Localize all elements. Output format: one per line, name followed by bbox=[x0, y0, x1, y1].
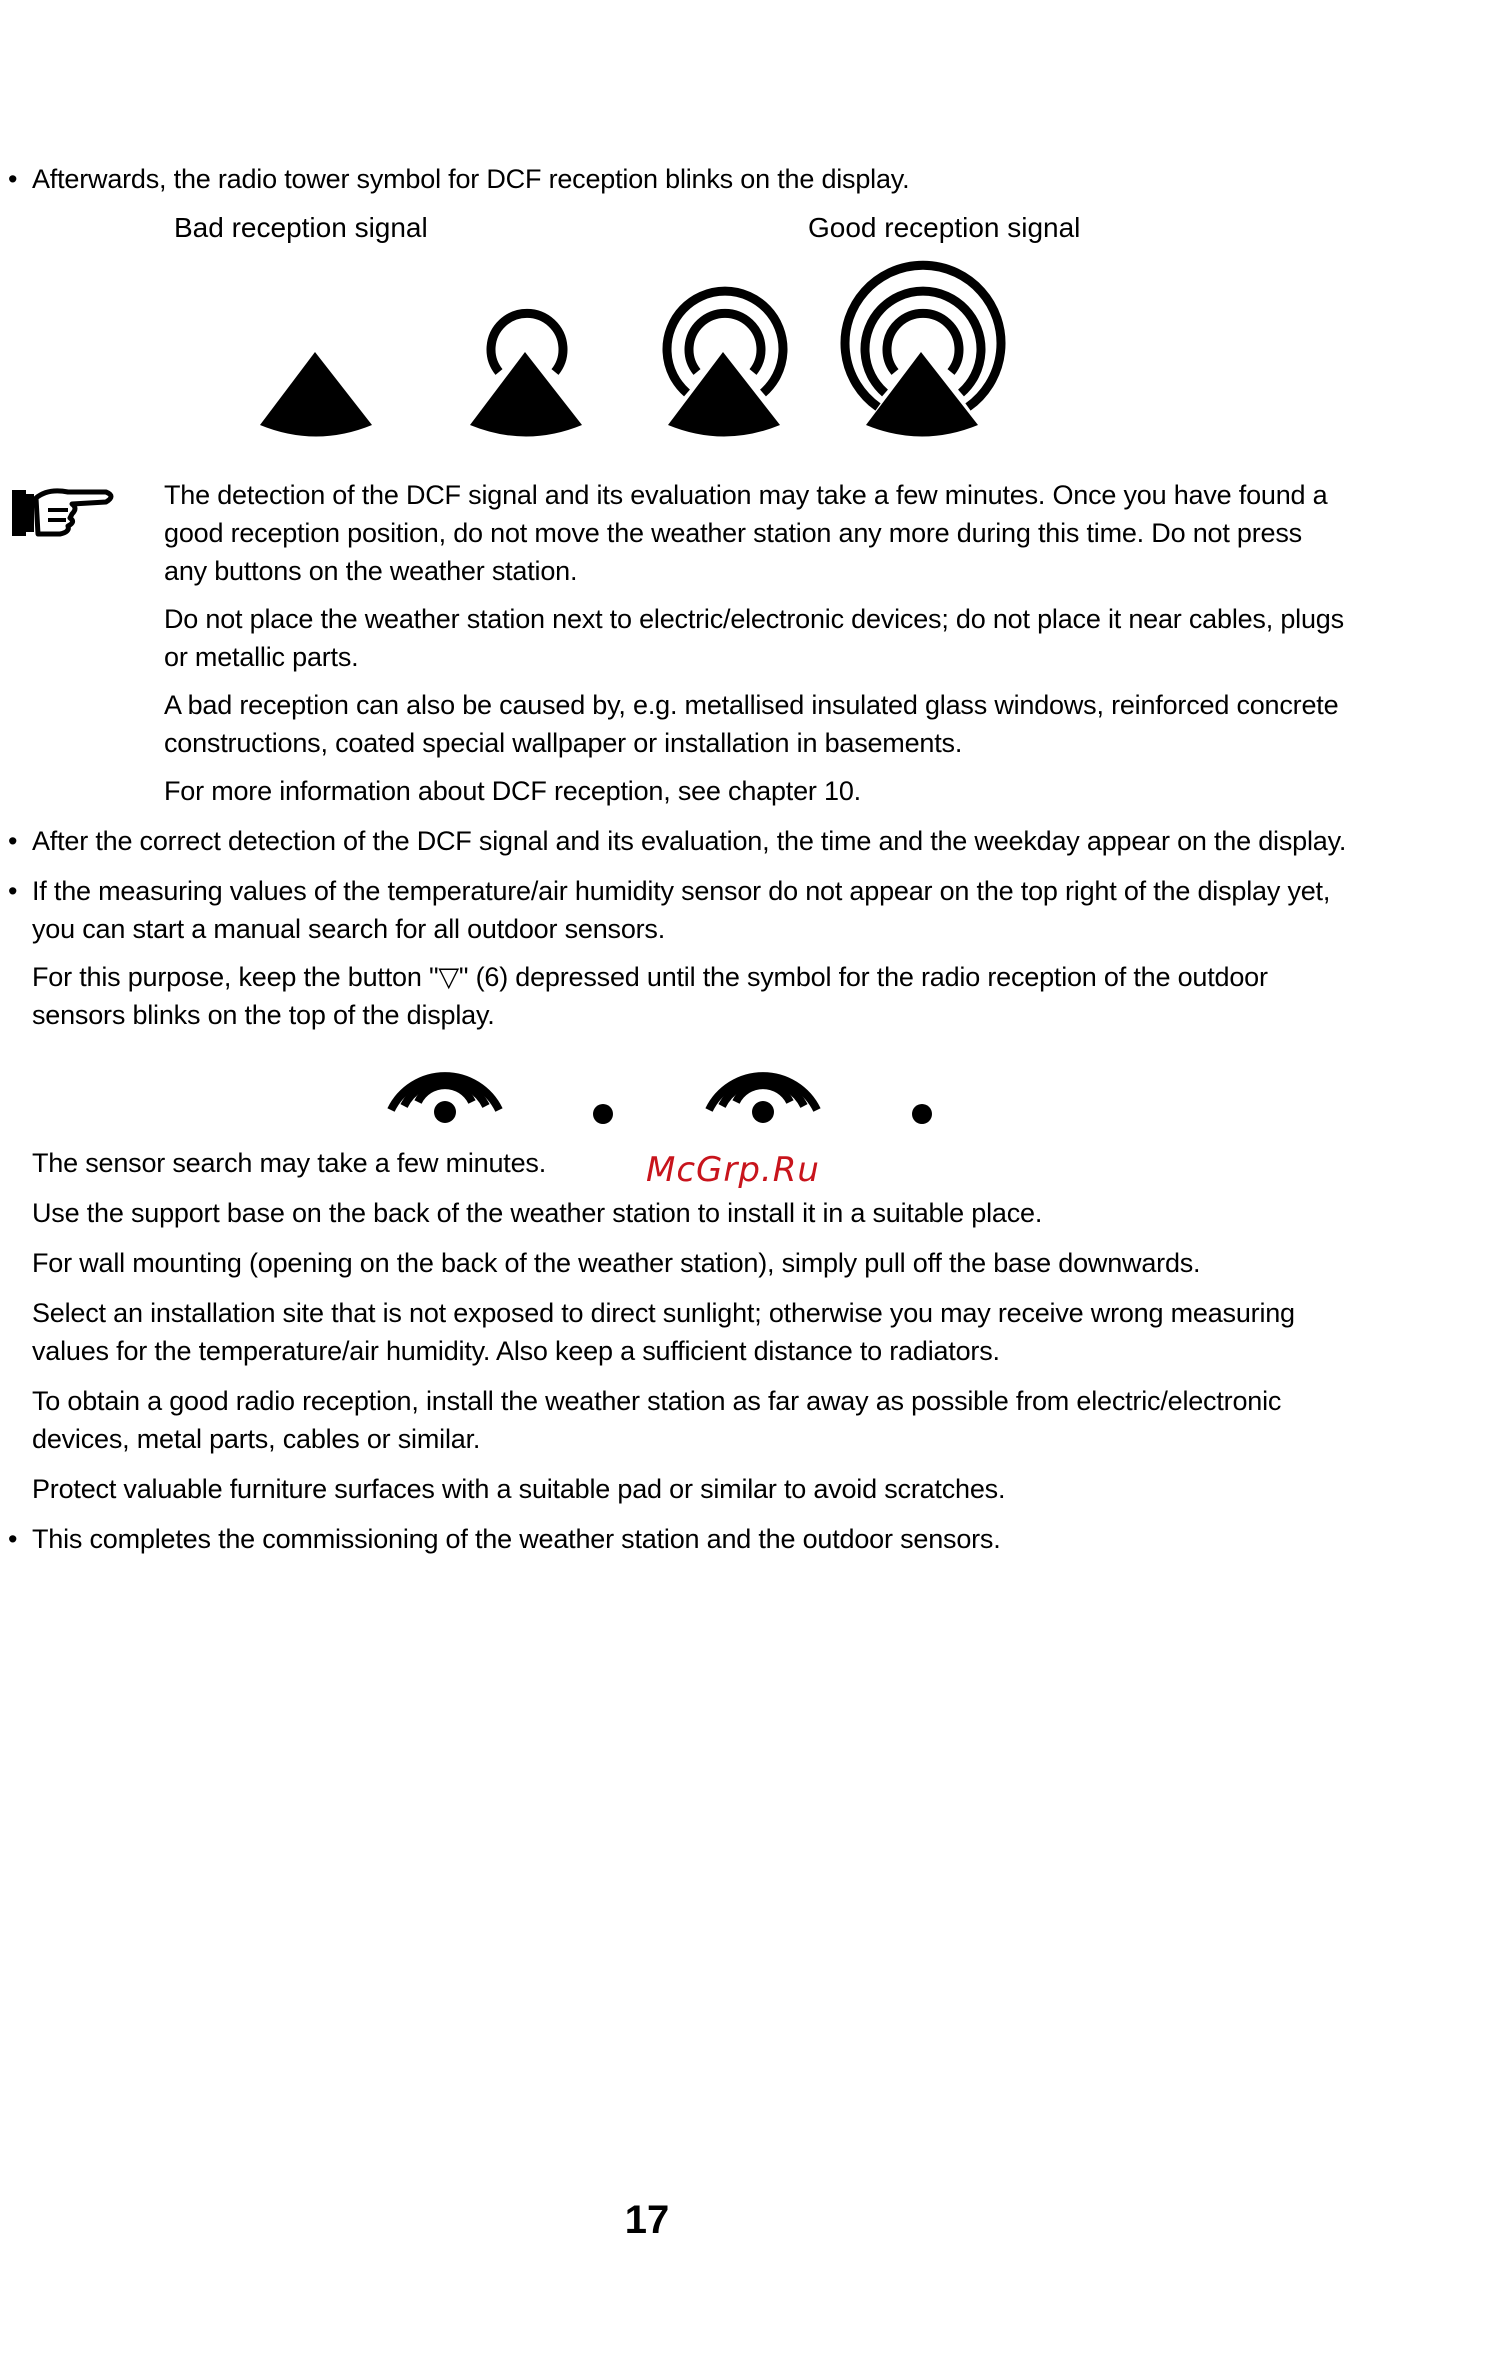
bullet-marker: • bbox=[8, 164, 18, 194]
body-paragraph: Protect valuable furniture surfaces with a suitable pad or similar to avoid scratches. bbox=[32, 1474, 1006, 1504]
note-paragraph: Do not place the weather station next to electric/electronic devices; do not place it near cables, plugs or metallic parts. bbox=[164, 604, 1344, 672]
body-paragraph: Use the support base on the back of the weather station to install it in a suitable place. bbox=[32, 1198, 1043, 1228]
body-paragraph: For wall mounting (opening on the back of the weather station), simply pull off the base downwards. bbox=[32, 1248, 1201, 1278]
body-paragraph: To obtain a good radio reception, install the weather station as far away as possible from electric/electronic devices, metal parts, cables or similar. bbox=[32, 1386, 1282, 1454]
bullet-marker: • bbox=[8, 826, 18, 856]
sensor-signal-off-icon bbox=[912, 1104, 932, 1124]
pointing-hand-icon bbox=[8, 478, 118, 548]
intro-text: Afterwards, the radio tower symbol for DCF reception blinks on the display. bbox=[32, 164, 910, 194]
radio-tower-icon bbox=[0, 0, 1492, 460]
bullet-text: After the correct detection of the DCF signal and its evaluation, the time and the weekday appear on the display. bbox=[32, 826, 1347, 856]
bullet-marker: • bbox=[8, 1524, 18, 1554]
signal-level-2-icon bbox=[667, 291, 783, 436]
good-reception-label: Good reception signal bbox=[808, 212, 1081, 243]
sensor-signal-on-icon bbox=[709, 1076, 817, 1123]
sensor-reception-icon bbox=[0, 1040, 1492, 1140]
note-paragraph: A bad reception can also be caused by, e.g. metallised insulated glass windows, reinforced concrete constructions, coated special wallpaper or installation in basements. bbox=[164, 690, 1339, 758]
watermark: McGrp.Ru bbox=[646, 1150, 820, 1190]
final-bullet-text: This completes the commissioning of the weather station and the outdoor sensors. bbox=[32, 1524, 1001, 1554]
signal-level-0-icon bbox=[260, 352, 372, 437]
body-paragraph: The sensor search may take a few minutes. bbox=[32, 1148, 547, 1178]
note-paragraph: The detection of the DCF signal and its evaluation may take a few minutes. Once you have found a good reception position, do not move the weather station any more during this time. Do not press any buttons on the weather station. bbox=[164, 480, 1328, 586]
signal-level-3-icon bbox=[845, 265, 1001, 436]
body-paragraph: Select an installation site that is not exposed to direct sunlight; otherwise you may receive wrong measuring values for the temperature/air humidity. Also keep a sufficient distance to radiators. bbox=[32, 1298, 1295, 1366]
page-number: 17 bbox=[624, 2198, 670, 2242]
signal-level-1-icon bbox=[470, 313, 582, 436]
bullet-text: If the measuring values of the temperature/air humidity sensor do not appear on the top right of the display yet, you can start a manual search for all outdoor sensors. bbox=[32, 876, 1331, 944]
search-instruction: For this purpose, keep the button "▽" (6) depressed until the symbol for the radio reception of the outdoor sensors blinks on the top of the display. bbox=[32, 962, 1268, 1030]
bad-reception-label: Bad reception signal bbox=[174, 212, 428, 243]
sensor-signal-on-icon bbox=[391, 1076, 499, 1123]
bullet-marker: • bbox=[8, 876, 18, 906]
sensor-signal-off-icon bbox=[593, 1104, 613, 1124]
note-paragraph: For more information about DCF reception, see chapter 10. bbox=[164, 776, 861, 806]
